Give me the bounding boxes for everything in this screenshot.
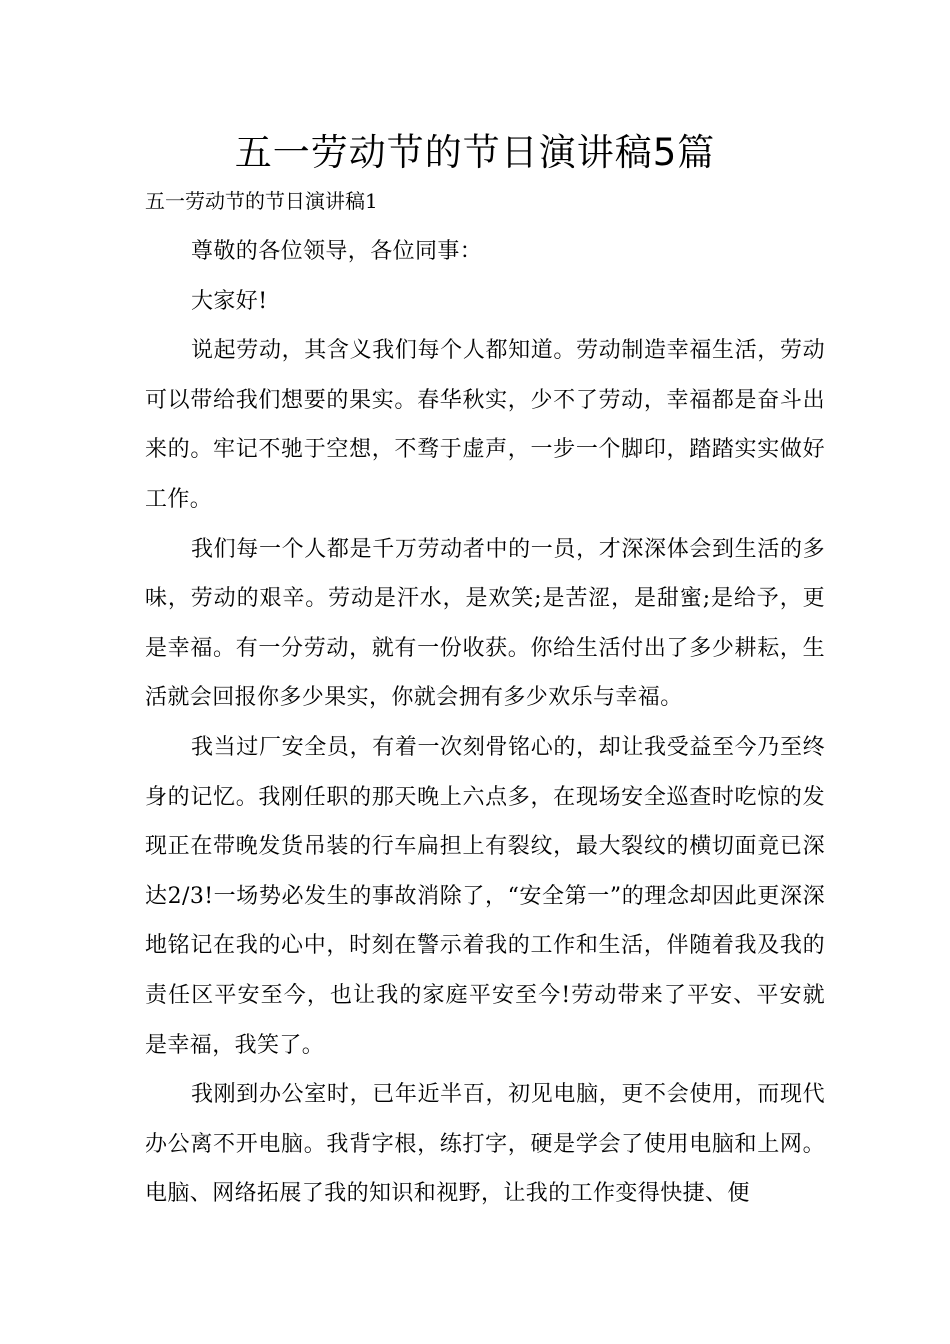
paragraph-safety-story: 我当过厂安全员，有着一次刻骨铭心的，却让我受益至今乃至终身的记忆。我刚任职的那天晚上六点多，在现场安全巡查时吃惊的发现正在带晚发货吊装的行车扁担上有裂纹，最大裂纹的横切面竟已深达2/3!一场势必发生的事故消除了，“安全第一”的理念却因此更深深地铭记在我的心中，时刻在警示着我的工作和生活，伴随着我及我的责任区平安至今，也让我的家庭平安至今!劳动带来了平安、平安就是幸福，我笑了。 xyxy=(145,734,825,1058)
paragraph-labor-meaning: 说起劳动，其含义我们每个人都知道。劳动制造幸福生活，劳动可以带给我们想要的果实。春华秋实，少不了劳动，幸福都是奋斗出来的。牢记不驰于空想，不骛于虚声，一步一个脚印，踏踏实实做好工作。 xyxy=(145,338,825,512)
document-title: 五一劳动节的节日演讲稿5篇 xyxy=(234,131,716,174)
paragraph-every-worker: 我们每一个人都是千万劳动者中的一员，才深深体会到生活的多味，劳动的艰辛。劳动是汗水，是欢笑;是苦涩，是甜蜜;是给予，更是幸福。有一分劳动，就有一份收获。你给生活付出了多少耕耘，生活就会回报你多少果实，你就会拥有多少欢乐与幸福。 xyxy=(145,536,825,711)
paragraph-greeting: 大家好! xyxy=(191,288,268,314)
paragraph-computer-story: 我刚到办公室时，已年近半百，初见电脑，更不会使用，而现代办公离不开电脑。我背字根，练打字，硬是学会了使用电脑和上网。电脑、网络拓展了我的知识和视野，让我的工作变得快捷、便 xyxy=(145,1082,825,1207)
section-heading: 五一劳动节的节日演讲稿1 xyxy=(145,189,378,213)
document-body xyxy=(145,227,825,1219)
paragraph-salutation: 尊敬的各位领导，各位同事： xyxy=(191,239,483,264)
